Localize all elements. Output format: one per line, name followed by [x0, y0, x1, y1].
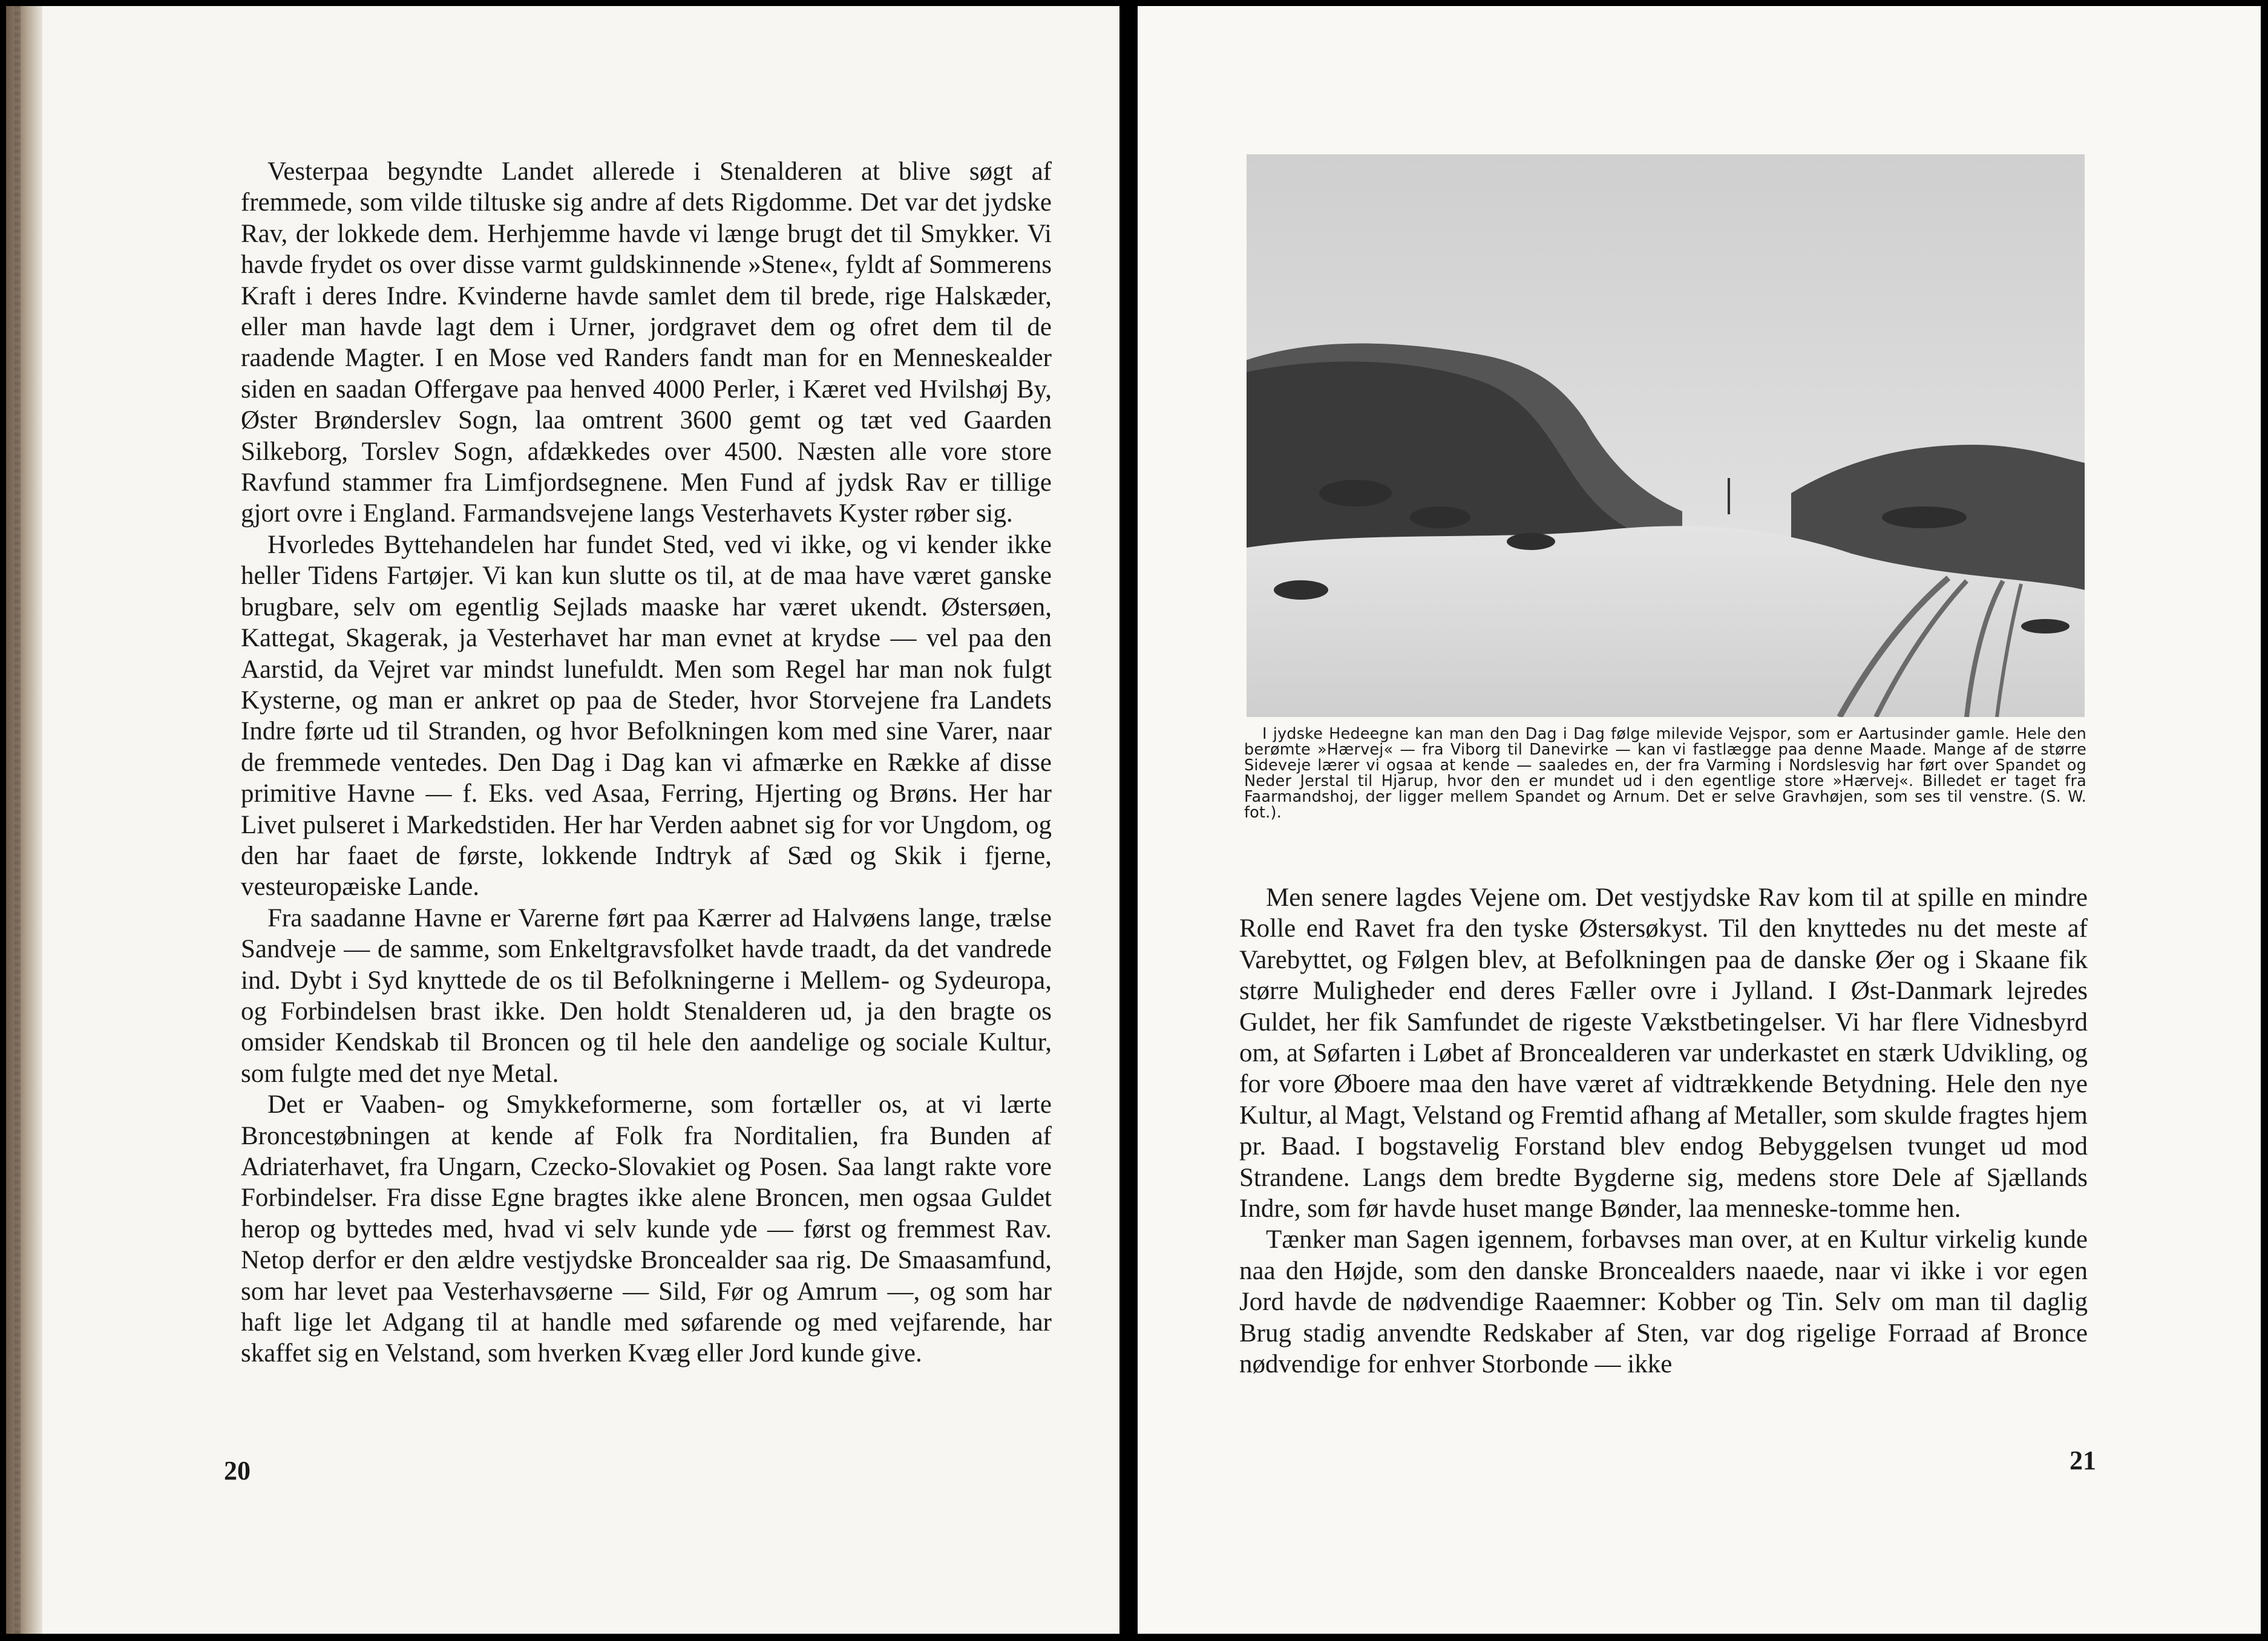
paragraph: Det er Vaaben- og Smykkeformerne, som fortæller os, at vi lærte Broncestøbningen at kende af Folk fra Norditalien, fra Bunden af Adriaterhavet, fra Ungarn, Czecko-Slovakiet og Posen. Saa langt rakte vore Forbindelser. Fra disse Egne bragtes ikke alene Broncen, men ogsaa Guldet herop og byttedes med, hvad vi selv kunde yde — først og fremmest Rav. Netop derfor er den ældre vestjydske Broncealder saa rig. De Smaasamfund, som har levet paa Vesterhavsøerne — Sild, Før og Amrum —, og som har haft lige let Adgang til at handle med søfarende og med vejfarende, har skaffet sig en Velstand, som hverken Kvæg eller Jord kunde give. — [241, 1090, 1052, 1368]
left-page-body — [241, 156, 1052, 1369]
book-spine-edge — [6, 6, 42, 1634]
paragraph: Men senere lagdes Vejene om. Det vestjydske Rav kom til at spille en mindre Rolle end Ravet fra den tyske Østersøkyst. Til den knyttedes nu det meste af Varebyttet, og Følgen blev, at Befolkningen paa de danske Øer og i Skaane fik større Muligheder end deres Fæller ovre i Jylland. I Øst-Danmark lejredes Guldet, her fik Samfundet de rigeste Vækstbetingelser. Vi har flere Vidnesbyrd om, at Søfarten i Løbet af Broncealderen var underkastet en stærk Udvikling, og for vore Øboere maa den have været af vidtrækkende Betydning. Hele den nye Kultur, al Magt, Velstand og Fremtid afhang af Metaller, som skulde fragtes hjem pr. Baad. I bogstavelig Forstand blev endog Bebyggelsen tvunget ud mod Strandene. Langs dem bredte Bygderne sig, medens store Dele af Sjællands Indre, som før havde huset mange Bønder, laa menneske-tomme hen. — [1239, 883, 2088, 1223]
page-number: 21 — [2070, 1446, 2096, 1475]
caption-text: I jydske Hedeegne kan man den Dag i Dag følge milevide Vejspor, som er Aartusinder gamle. Hele den berømte »Hærvej« — fra Viborg til Danevirke — kan vi fastlægge paa denne Maade. Mange af de større Sideveje lærer vi ogsaa at kende — saaledes en, der fra Varming i Nordslesvig har ført over Spandet og Neder Jerstal til Hjarup, hvor den er mundet ud i den egentlige store »Hærvej«. Billedet er taget fra Faarmandshoj, der ligger mellem Spandet og Arnum. Det er selve Gravhøjen, som ses til venstre. (S. W. fot.). — [1244, 725, 2086, 822]
paragraph: Fra saadanne Havne er Varerne ført paa Kærrer ad Halvøens lange, trælse Sandveje — de samme, som Enkeltgravsfolket havde traadt, da det vandrede ind. Dybt i Syd knyttede de os til Befolkningerne i Mellem- og Sydeuropa, og Forbindelsen brast ikke. Den holdt Stenalderen ud, ja den bragte os omsider Kendskab til Broncen og til hele den aandelige og sociale Kultur, som fulgte med det nye Metal. — [241, 903, 1052, 1088]
page-number: 20 — [224, 1456, 251, 1485]
paragraph: Hvorledes Byttehandelen har fundet Sted, ved vi ikke, og vi kender ikke heller Tidens Fartøjer. Vi kan kun slutte os til, at de maa have været ganske brugbare, selv om egentlig Sejlads maaske har været ukendt. Østersøen, Kattegat, Skagerak, ja Vesterhavet har man evnet at krydse — vel paa den Aarstid, da Vejret var mindst lunefuldt. Men som Regel har man nok fulgt Kysterne, og man er ankret op paa de Steder, hvor Storvejene fra Landets Indre førte ud til Stranden, og hvor Befolkningen kom med sine Varer, naar de fremmede ventedes. Den Dag i Dag kan vi afmærke en Række af disse primitive Havne — f. Eks. ved Asaa, Ferring, Hjerting og Brøns. Her har Livet pulseret i Markedstiden. Her har Verden aabnet sig for vor Ungdom, og den har faaet de første, lokkende Indtryk af Sæd og Skik i fjerne, vesteuropæiske Lande. — [241, 530, 1052, 902]
photo-caption — [1244, 726, 2086, 820]
heath-landscape-image — [1247, 154, 2085, 717]
heath-road-photo — [1247, 154, 2085, 717]
paragraph: Vesterpaa begyndte Landet allerede i Stenalderen at blive søgt af fremmede, som vilde tiltuske sig andre af dets Rigdomme. Det var det jydske Rav, der lokkede dem. Herhjemme havde vi længe brugt det til Smykker. Vi havde frydet os over disse varmt guldskinnende »Stene«, fyldt af Sommerens Kraft i deres Indre. Kvinderne havde samlet dem til brede, rige Halskæder, eller man havde lagt dem i Urner, jordgravet dem og ofret dem til de raadende Magter. I en Mose ved Randers fandt man for en Menneskealder siden en saadan Offergave paa henved 4000 Perler, i Kæret ved Hvilshøj By, Øster Brønderslev Sogn, laa omtrent 3600 gemt og tæt ved Gaarden Silkeborg, Torslev Sogn, afdækkedes over 4500. Næsten alle vore store Ravfund stammer fra Limfjordsegnene. Men Fund af jydsk Rav er tillige gjort ovre i England. Farmandsvejene langs Vesterhavets Kyster røber sig. — [241, 157, 1052, 528]
paragraph: Tænker man Sagen igennem, forbavses man over, at en Kultur virkelig kunde naa den Højde, som den danske Broncealders naaede, naar vi ikke i vor egen Jord havde de nødvendige Raaemner: Kobber og Tin. Selv om man til daglig Brug stadig anvendte Redskaber af Sten, var dog rigelige Forraad af Bronce nødvendige for enhver Storbonde — ikke — [1239, 1225, 2088, 1379]
left-page — [6, 6, 1119, 1634]
right-page-body — [1239, 882, 2088, 1380]
right-page — [1138, 6, 2261, 1634]
